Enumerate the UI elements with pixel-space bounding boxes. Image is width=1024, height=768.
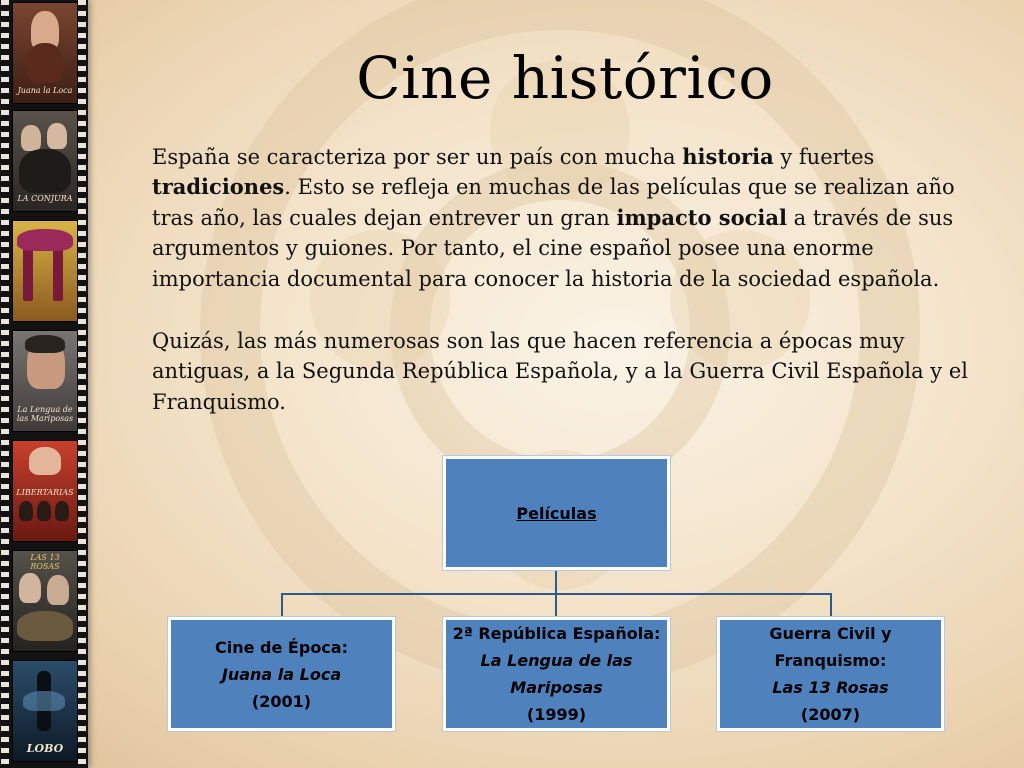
org-root-label: Películas [516,503,597,523]
poster-caption: LOBO [26,742,64,755]
poster-lobo [12,660,78,762]
slide-title: Cine histórico [356,44,774,112]
poster-la-lengua-de-las-mariposas [12,330,78,432]
paragraph-1 [152,142,992,294]
org-child-film: Mariposas [510,678,603,697]
org-child-box-republica [443,617,670,731]
org-child-year: (1999) [526,705,587,724]
connector-child-3 [830,593,832,618]
text-run: España se caracteriza por ser un país con mucha [152,145,683,169]
poster-la-conjura [12,110,78,212]
filmstrip-perforations-left [1,0,9,768]
org-child-film: Juana la Loca [221,664,342,684]
connector-child-2 [555,593,557,618]
poster-las-13-rosas [12,550,78,652]
org-child-box-epoca [168,617,395,731]
poster-caption: La Lengua de las Mariposas [16,405,74,423]
poster-juana-la-loca [12,2,78,104]
connector-child-1 [281,593,283,618]
org-child-film: Las 13 Rosas [772,678,889,697]
org-child-year: (2001) [251,691,312,711]
filmstrip-perforations-right [78,0,86,768]
org-child-heading: Guerra Civil y [769,624,892,643]
bold-term-historia: historia [682,144,774,169]
poster-caption: LA CONJURA [17,194,73,203]
poster-palm-trees [12,220,78,322]
org-child-film: La Lengua de las [480,651,633,670]
text-run: a través de sus argumentos y guiones. Por tanto, el cine español posee una enorme importancia documental para conocer la historia de la sociedad española. [152,205,954,291]
poster-caption: LAS 13 ROSAS [30,553,60,571]
connector-root-down [555,570,557,594]
text-run: . Esto se refleja en muchas de las películas que se realizan año tras año, las cuales dejan entrever un gran [152,175,955,230]
bold-term-impacto-social: impacto social [616,204,787,230]
org-child-box-guerra-civil [717,617,944,731]
org-child-heading: Franquismo: [774,651,887,670]
org-child-heading: Cine de Época: [215,637,348,657]
org-child-heading: 2ª República Española: [452,624,661,643]
poster-caption: LIBERTARIAS [16,488,74,497]
slide-body [152,142,992,417]
poster-libertarias [12,440,78,542]
poster-caption: Juana la Loca [17,86,73,95]
text-run: y fuertes [773,145,875,169]
org-child-year: (2007) [800,705,861,724]
bold-term-tradiciones: tradiciones [152,174,285,200]
paragraph-2: Quizás, las más numerosas son las que hacen referencia a épocas muy antiguas, a la Segunda República Española, y a la Guerra Civil Española y el Franquismo. [152,329,968,414]
filmstrip [0,0,88,768]
org-root-box [443,456,670,570]
